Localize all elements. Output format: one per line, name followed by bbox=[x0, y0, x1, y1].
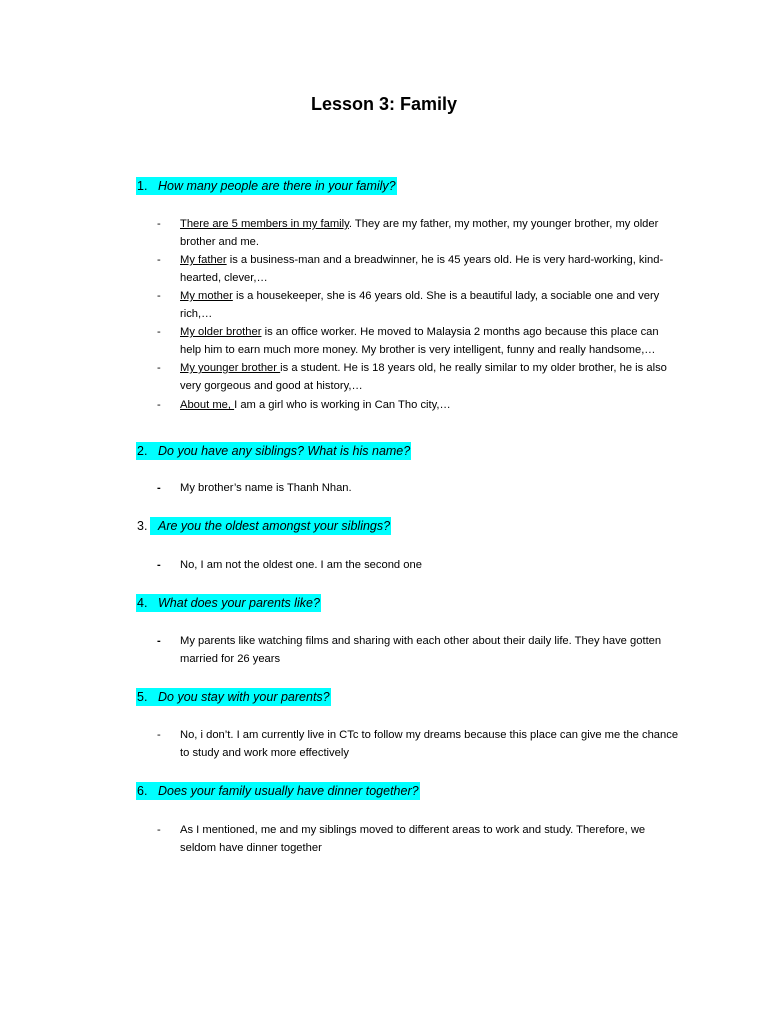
question-4 bbox=[136, 594, 326, 612]
bullet-dash: - bbox=[157, 399, 161, 411]
question-3-text: Are you the oldest amongst your siblings? bbox=[150, 517, 391, 535]
answer-3-1-text: No, I am not the oldest one. I am the second one bbox=[180, 559, 422, 571]
question-3 bbox=[136, 517, 396, 535]
answer-1-5-text: is a student. He is 18 years old, he really similar to my older brother, he is also very gorgeous and good at history,… bbox=[180, 362, 667, 393]
answer-1-6-text: I am a girl who is working in Can Tho city,… bbox=[234, 399, 451, 411]
answer-1-5-underlined: My younger brother bbox=[180, 362, 281, 374]
question-3-number: 3. bbox=[137, 519, 148, 533]
question-4-number: 4. bbox=[136, 594, 158, 612]
question-5-text: Do you stay with your parents? bbox=[158, 690, 330, 704]
question-1-text: How many people are there in your family? bbox=[158, 179, 396, 193]
question-6 bbox=[136, 782, 426, 800]
bullet-dash: - bbox=[157, 362, 161, 374]
answer-1-2 bbox=[180, 251, 680, 287]
question-5 bbox=[136, 688, 336, 706]
answer-1-3-text: is a housekeeper, she is 46 years old. She is a beautiful lady, a sociable one and very rich,… bbox=[180, 290, 660, 321]
question-5-number: 5. bbox=[136, 688, 158, 706]
answer-1-6-underlined: About me, bbox=[180, 399, 235, 411]
bullet-dash: - bbox=[157, 729, 161, 741]
bullet-dash: - bbox=[157, 290, 161, 302]
answer-1-5 bbox=[180, 359, 680, 395]
answer-1-4 bbox=[180, 323, 680, 359]
answer-2-1 bbox=[180, 479, 680, 497]
answer-1-3 bbox=[180, 287, 680, 323]
question-2-text: Do you have any siblings? What is his name? bbox=[158, 444, 411, 458]
answer-1-4-text: is an office worker. He moved to Malaysia 2 months ago because this place can help him to earn much more money. My brother is very intelligent, funny and really handsome,… bbox=[180, 326, 659, 357]
bullet-dash: - bbox=[157, 635, 161, 647]
question-2 bbox=[136, 442, 416, 460]
answer-1-6 bbox=[180, 396, 680, 414]
answer-1-2-text: is a business-man and a breadwinner, he is 45 years old. He is very hard-working, kind-hearted, clever,… bbox=[180, 254, 664, 285]
answer-4-1 bbox=[180, 632, 680, 668]
bullet-dash: - bbox=[157, 326, 161, 338]
answer-6-1-text: As I mentioned, me and my siblings moved to different areas to work and study. Therefore, we seldom have dinner together bbox=[180, 824, 646, 855]
question-1 bbox=[136, 177, 406, 195]
question-6-text: Does your family usually have dinner together? bbox=[158, 784, 419, 798]
answer-4-1-text: My parents like watching films and sharing with each other about their daily life. They have gotten married for 26 years bbox=[180, 635, 662, 666]
answer-6-1 bbox=[180, 821, 680, 857]
page-title: Lesson 3: Family bbox=[310, 94, 458, 114]
answer-1-1 bbox=[180, 215, 680, 251]
question-1-number: 1. bbox=[136, 177, 158, 195]
bullet-dash: - bbox=[157, 482, 161, 494]
question-2-number: 2. bbox=[136, 442, 158, 460]
answer-1-4-underlined: My older brother bbox=[180, 326, 262, 338]
answer-2-1-text: My brother’s name is Thanh Nhan. bbox=[180, 482, 352, 494]
answer-5-1 bbox=[180, 726, 680, 762]
answer-1-1-text: . They are my father, my mother, my younger brother, my older brother and me. bbox=[180, 218, 659, 249]
answer-1-1-underlined: There are 5 members in my family bbox=[180, 218, 349, 230]
bullet-dash: - bbox=[157, 218, 161, 230]
answer-3-1 bbox=[180, 556, 680, 574]
answer-1-3-underlined: My mother bbox=[180, 290, 233, 302]
question-6-number: 6. bbox=[136, 782, 158, 800]
answer-1-2-underlined: My father bbox=[180, 254, 227, 266]
bullet-dash: - bbox=[157, 559, 161, 571]
bullet-dash: - bbox=[157, 254, 161, 266]
answer-5-1-text: No, i don’t. I am currently live in CTc to follow my dreams because this place can give me the chance to study and work more effectively bbox=[180, 729, 679, 760]
bullet-dash: - bbox=[157, 824, 161, 836]
question-4-text: What does your parents like? bbox=[158, 596, 320, 610]
